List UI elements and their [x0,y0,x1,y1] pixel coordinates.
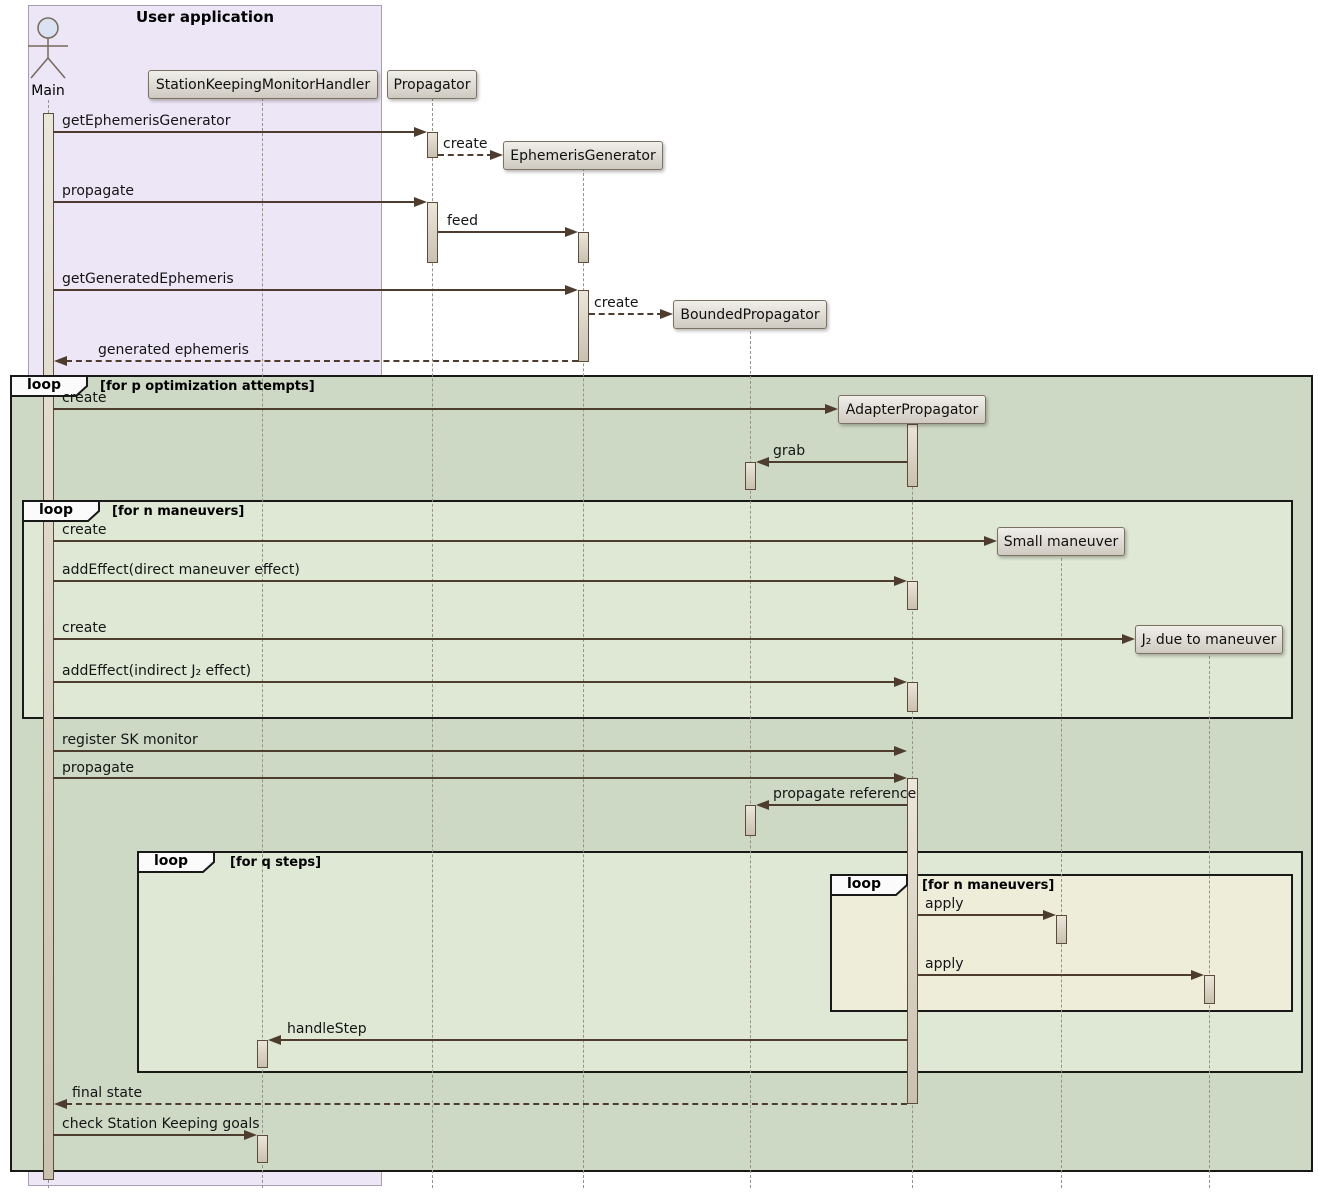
activation-adapter-propagator-2 [907,581,918,610]
arrowhead-right-icon [660,309,673,319]
participant-label: Propagator [393,76,471,93]
loop-steps-condition: [for q steps] [230,855,322,870]
message-label: feed [447,213,479,229]
lifeline-j2-due-to-maneuver [1209,641,1210,1188]
arrowhead-right-icon [414,127,427,137]
message-label: handleStep [287,1021,367,1037]
message-label: generated ephemeris [98,342,249,358]
loop-keyword: loop [153,853,189,869]
participant-label: J₂ due to maneuver [1141,631,1277,648]
arrowhead-right-icon [1191,970,1204,980]
message-line [918,914,1045,916]
message-line [589,313,663,315]
arrowhead-right-icon [894,576,907,586]
message-label: propagate reference [773,786,917,802]
message-line [280,1039,907,1041]
loop-optimization-condition: [for p optimization attempts] [100,379,315,394]
loop-keyword: loop [38,502,74,518]
loop-steps-tag [137,851,215,873]
arrowhead-right-icon [894,746,907,756]
activation-adapter-propagator-4 [907,778,918,1104]
message-line [438,154,493,156]
participant-label: BoundedPropagator [680,306,820,323]
message-label: create [62,620,107,636]
message-line [53,777,897,779]
activation-main [43,113,54,1180]
message-label: grab [773,443,806,459]
message-line [53,131,417,133]
arrowhead-right-icon [244,1130,257,1140]
participant-label: StationKeepingMonitorHandler [155,76,371,93]
message-label: apply [925,956,964,972]
participant-ephemeris-generator [503,141,663,170]
message-line [768,804,907,806]
activation-skmh-check-goals [257,1135,268,1163]
loop-maneuvers-condition: [for n maneuvers] [112,504,245,519]
message-line [53,681,897,683]
message-label: propagate [62,760,134,776]
participant-small-maneuver [997,527,1125,556]
message-label: create [443,136,488,152]
activation-bounded-propagator-1 [745,462,756,490]
activation-ephemeris-generator-2 [578,290,589,362]
arrowhead-right-icon [894,773,907,783]
message-label: apply [925,896,964,912]
participant-label: AdapterPropagator [845,401,979,418]
message-line [53,201,417,203]
message-line [66,360,578,362]
participant-station-keeping-monitor-handler [148,70,378,99]
arrowhead-right-icon [565,227,578,237]
message-label: getGeneratedEphemeris [62,271,234,287]
message-line [66,1103,907,1105]
message-line [53,750,897,752]
activation-adapter-propagator-3 [907,682,918,712]
arrowhead-right-icon [490,150,503,160]
lifeline-station-keeping-monitor-handler [262,98,263,1188]
arrowhead-left-icon [54,356,67,366]
activation-propagator-1 [427,132,438,158]
frame-title: User application [135,8,275,26]
participant-adapter-propagator [838,395,986,424]
activation-bounded-propagator-2 [745,805,756,836]
message-label: addEffect(indirect J₂ effect) [62,663,252,679]
arrowhead-left-icon [756,457,769,467]
message-label: final state [72,1085,143,1101]
arrowhead-right-icon [894,677,907,687]
activation-small-maneuver [1056,915,1067,944]
arrowhead-right-icon [1122,634,1135,644]
message-line [53,1134,247,1136]
arrowhead-right-icon [565,285,578,295]
activation-propagator-2 [427,202,438,263]
message-label: create [594,295,639,311]
participant-j2-due-to-maneuver [1135,625,1283,654]
message-label: create [62,390,107,406]
message-label: propagate [62,183,134,199]
participant-propagator [387,70,477,99]
message-label: create [62,522,107,538]
arrowhead-right-icon [984,536,997,546]
loop-inner-maneuvers-tag [830,874,908,896]
loop-inner-maneuvers-condition: [for n maneuvers] [922,878,1055,893]
arrowhead-left-icon [268,1035,281,1045]
message-line [53,289,568,291]
participant-bounded-propagator [673,300,827,329]
activation-ephemeris-generator-1 [578,232,589,263]
participant-label: Small maneuver [1003,533,1119,550]
lifeline-bounded-propagator [750,316,751,1188]
message-line [53,540,987,542]
loop-keyword: loop [846,876,882,892]
arrowhead-left-icon [756,800,769,810]
message-line [53,638,1125,640]
participant-label: EphemerisGenerator [510,147,656,164]
message-label: getEphemerisGenerator [62,113,231,129]
arrowhead-right-icon [1043,910,1056,920]
message-label: register SK monitor [62,732,198,748]
arrowhead-right-icon [414,197,427,207]
activation-j2-due-to-maneuver [1204,975,1215,1004]
actor-main-label: Main [31,83,65,99]
message-line [438,231,568,233]
arrowhead-left-icon [54,1099,67,1109]
message-line [53,580,897,582]
arrowhead-right-icon [825,404,838,414]
message-line [918,974,1193,976]
message-line [768,461,907,463]
activation-adapter-propagator-1 [907,424,918,487]
message-label: addEffect(direct maneuver effect) [62,562,300,578]
message-label: check Station Keeping goals [62,1116,260,1132]
loop-keyword: loop [26,377,62,393]
activation-skmh-handle-step [257,1040,268,1068]
message-line [53,408,828,410]
loop-maneuvers-tag [22,500,100,522]
